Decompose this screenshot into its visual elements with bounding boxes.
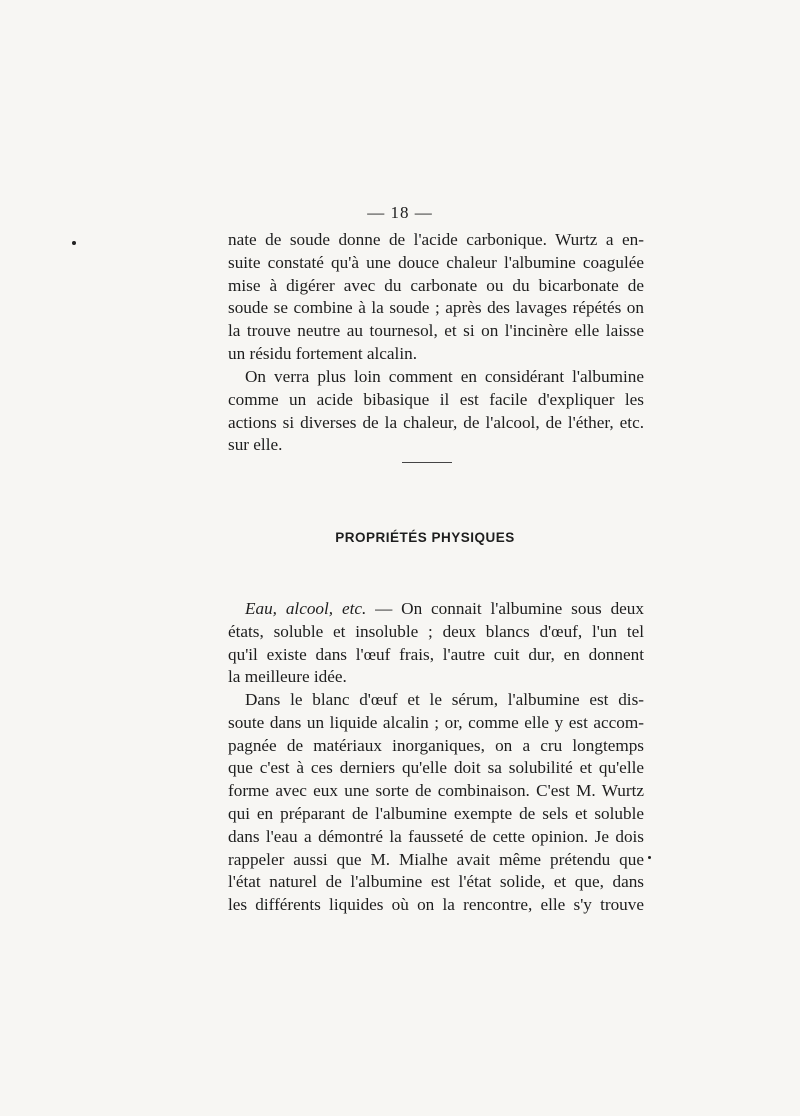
text-line: Dans le blanc d'œuf et le sérum, l'albumine est dis- — [245, 690, 644, 709]
text-line: la trouve neutre au tournesol, et si on l'incinère elle laisse — [228, 321, 644, 341]
paragraph-1 — [228, 229, 644, 366]
text-line: mise à digérer avec du carbonate ou du bicarbonate de — [228, 275, 644, 295]
text-line: que c'est à ces derniers qu'elle doit sa solubilité et qu'elle — [228, 758, 644, 778]
ink-speck — [648, 856, 651, 859]
section-separator — [402, 462, 452, 463]
text-line: nate de soude donne de l'acide carbonique. Wurtz a en- — [228, 230, 644, 249]
ink-speck — [72, 241, 76, 245]
text-line — [228, 598, 644, 621]
paragraph-2 — [228, 366, 644, 457]
paragraph-4 — [228, 689, 644, 917]
text-line: qu'il existe dans l'œuf frais, l'autre cuit dur, en donnent — [228, 644, 644, 664]
italic-lead: Eau, alcool, etc. — [245, 599, 367, 618]
page-number: — 18 — — [367, 203, 433, 222]
text-line: un résidu fortement alcalin. — [228, 343, 417, 363]
text-line: forme avec eux une sorte de combinaison. C'est M. Wurtz — [228, 781, 644, 801]
text-line: comme un acide bibasique il est facile d'expliquer les — [228, 389, 644, 409]
paragraph-3 — [228, 598, 644, 689]
text-line: dans l'eau a démontré la fausseté de cette opinion. Je dois — [228, 826, 644, 846]
text-line: On verra plus loin comment en considérant l'albumine — [245, 367, 644, 386]
text-line: actions si diverses de la chaleur, de l'alcool, de l'éther, etc. — [228, 412, 644, 432]
text-line: rappeler aussi que M. Mialhe avait même prétendu que — [228, 849, 644, 869]
text-line: qui en préparant de l'albumine exempte de sels et soluble — [228, 803, 644, 823]
text-line: états, soluble et insoluble ; deux blancs d'œuf, l'un tel — [228, 621, 644, 641]
text-run: — On connait l'albumine sous deux — [366, 599, 644, 618]
text-line: soude se combine à la soude ; après des lavages répétés on — [228, 298, 644, 318]
text-line: l'état naturel de l'albumine est l'état solide, et que, dans — [228, 872, 644, 892]
text-line: suite constaté qu'à une douce chaleur l'albumine coagulée — [228, 252, 644, 272]
text-line: les différents liquides où on la rencontre, elle s'y trouve — [228, 895, 644, 915]
text-line: la meilleure idée. — [228, 667, 347, 687]
section-heading: PROPRIÉTÉS PHYSIQUES — [335, 530, 515, 545]
text-line: pagnée de matériaux inorganiques, on a cru longtemps — [228, 735, 644, 755]
text-line: soute dans un liquide alcalin ; or, comme elle y est accom- — [228, 712, 644, 732]
text-line: sur elle. — [228, 435, 283, 455]
